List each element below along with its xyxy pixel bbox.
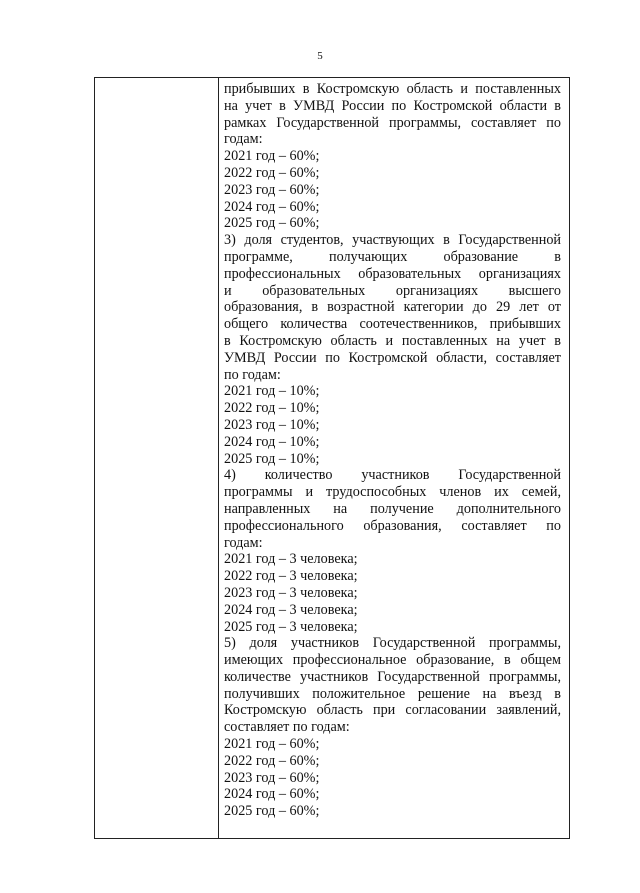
text-line: годам: [224, 131, 263, 148]
text-line: прибывших в Костромскую область и поставленных [224, 81, 561, 97]
text-line: 5) доля участников Государственной программы, [224, 635, 561, 652]
text-line: 4) количество участников Государственной [224, 467, 561, 484]
text-line: 2022 год – 3 человека; [224, 568, 358, 585]
text-line: 2022 год – 60%; [224, 752, 320, 769]
text-line: профессиональных образовательных организациях [224, 265, 561, 282]
text-line: рамках Государственной программы, составляет по [224, 114, 561, 131]
text-line: 2022 год – 10%; [224, 400, 320, 417]
text-line: 2021 год – 3 человека; [224, 551, 358, 568]
page-number: 5 [317, 50, 323, 62]
text-line: 2025 год – 10%; [224, 450, 320, 467]
text-line: 2021 год – 60%; [224, 736, 320, 753]
text-line: и образовательных организациях высшего [224, 282, 561, 299]
text-line: 2021 год – 10%; [224, 383, 320, 400]
text-line: количестве участников Государственной программы, [224, 668, 561, 685]
text-line: 2023 год – 60%; [224, 181, 320, 198]
text-line: Костромскую область при согласовании заявлений, [224, 702, 561, 719]
text-line: 2023 год – 10%; [224, 416, 320, 433]
text-line: составляет по годам: [224, 719, 350, 736]
text-line: профессионального образования, составляет по [224, 517, 561, 534]
text-line: годам: [224, 534, 263, 551]
text-line: программе, получающих образование в [224, 248, 561, 265]
text-line: по годам: [224, 366, 281, 383]
text-line: направленных на получение дополнительного [224, 500, 561, 517]
text-line: УМВД России по Костромской области, составляет [224, 349, 561, 366]
text-line: 2024 год – 60%; [224, 198, 320, 215]
content-cell [224, 81, 561, 820]
text-line: 2023 год – 3 человека; [224, 584, 358, 601]
text-line: 3) доля студентов, участвующих в Государственной [224, 232, 561, 249]
column-divider [218, 78, 219, 838]
text-line: в Костромскую область и поставленных на учет в [224, 332, 561, 349]
text-line: программы и трудоспособных членов их семей, [224, 484, 561, 501]
text-line: 2024 год – 10%; [224, 433, 320, 450]
text-line: 2025 год – 3 человека; [224, 618, 358, 635]
text-line: 2025 год – 60%; [224, 215, 320, 232]
text-line: общего количества соотечественников, прибывших [224, 316, 561, 333]
text-line: 2021 год – 60%; [224, 148, 320, 165]
text-line: на учет в УМВД России по Костромской области в [224, 97, 561, 114]
text-line: образования, в возрастной категории до 29 лет от [224, 299, 561, 316]
text-line: 2024 год – 3 человека; [224, 601, 358, 618]
text-line: получивших положительное решение на въезд в [224, 685, 561, 702]
text-line: 2024 год – 60%; [224, 786, 320, 803]
text-line: 2025 год – 60%; [224, 803, 320, 820]
document-table [94, 77, 570, 839]
text-line: 2023 год – 60%; [224, 769, 320, 786]
text-line: 2022 год – 60%; [224, 164, 320, 181]
text-line: имеющих профессиональное образование, в общем [224, 652, 561, 669]
